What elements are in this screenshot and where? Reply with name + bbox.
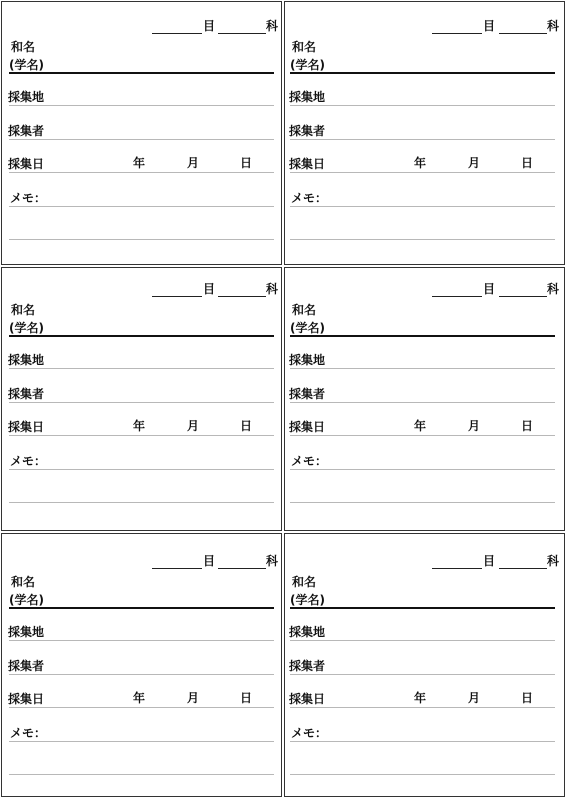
month-label: 月: [468, 156, 481, 170]
month-label: 月: [187, 156, 200, 170]
memo-field-line: [290, 502, 555, 503]
location-field-line: [290, 368, 555, 369]
location-field-line: [290, 640, 555, 641]
month-label: 月: [468, 691, 481, 705]
memo-field-line: [9, 239, 274, 240]
date-field-line: [290, 707, 555, 708]
order-label: 目: [483, 554, 496, 568]
month-label: 月: [468, 419, 481, 433]
order-field-line: [152, 33, 202, 34]
order-label: 目: [203, 554, 216, 568]
specimen-label-card-1: [1, 1, 282, 265]
scientific-name-label: (学名): [290, 58, 325, 72]
year-label: 年: [133, 419, 146, 433]
family-field-line: [218, 33, 266, 34]
location-field-line: [9, 105, 274, 106]
year-label: 年: [133, 156, 146, 170]
date-label: 採集日: [8, 157, 45, 171]
specimen-label-card-3: [1, 267, 282, 531]
collector-label: 採集者: [8, 659, 45, 673]
name-field-line: [290, 335, 555, 337]
day-label: 日: [240, 419, 253, 433]
japanese-name-label: 和名: [292, 303, 317, 317]
japanese-name-label: 和名: [11, 303, 36, 317]
family-label: 科: [547, 19, 560, 33]
location-label: 採集地: [289, 625, 326, 639]
collector-field-line: [290, 139, 555, 140]
family-label: 科: [266, 282, 279, 296]
date-label: 採集日: [8, 692, 45, 706]
name-field-line: [290, 607, 555, 609]
collector-field-line: [9, 139, 274, 140]
day-label: 日: [521, 691, 534, 705]
location-field-line: [9, 640, 274, 641]
day-label: 日: [521, 419, 534, 433]
family-field-line: [499, 568, 547, 569]
collector-field-line: [290, 674, 555, 675]
scientific-name-label: (学名): [290, 321, 325, 335]
location-field-line: [290, 105, 555, 106]
family-field-line: [499, 33, 547, 34]
day-label: 日: [521, 156, 534, 170]
family-field-line: [499, 296, 547, 297]
order-label: 目: [483, 282, 496, 296]
memo-label: メモ：: [291, 454, 328, 468]
memo-label: メモ：: [291, 191, 328, 205]
collector-field-line: [290, 402, 555, 403]
date-label: 採集日: [289, 420, 326, 434]
location-label: 採集地: [8, 625, 45, 639]
family-label: 科: [266, 554, 279, 568]
collector-label: 採集者: [289, 387, 326, 401]
memo-field-line: [9, 206, 274, 207]
year-label: 年: [133, 691, 146, 705]
family-field-line: [218, 296, 266, 297]
collector-label: 採集者: [289, 124, 326, 138]
scientific-name-label: (学名): [290, 593, 325, 607]
collector-field-line: [9, 674, 274, 675]
family-label: 科: [547, 554, 560, 568]
specimen-label-card-5: [1, 533, 282, 797]
family-label: 科: [547, 282, 560, 296]
order-label: 目: [483, 19, 496, 33]
date-label: 採集日: [8, 420, 45, 434]
order-field-line: [432, 33, 482, 34]
name-field-line: [290, 72, 555, 74]
memo-field-line: [290, 774, 555, 775]
japanese-name-label: 和名: [292, 40, 317, 54]
memo-field-line: [290, 206, 555, 207]
location-label: 採集地: [289, 353, 326, 367]
date-label: 採集日: [289, 692, 326, 706]
memo-field-line: [9, 774, 274, 775]
date-field-line: [9, 707, 274, 708]
specimen-label-card-2: [284, 1, 565, 265]
order-field-line: [432, 296, 482, 297]
memo-field-line: [290, 469, 555, 470]
month-label: 月: [187, 419, 200, 433]
collector-label: 採集者: [8, 124, 45, 138]
date-label: 採集日: [289, 157, 326, 171]
order-field-line: [152, 296, 202, 297]
specimen-label-card-4: [284, 267, 565, 531]
date-field-line: [290, 435, 555, 436]
memo-field-line: [9, 502, 274, 503]
year-label: 年: [414, 691, 427, 705]
collector-field-line: [9, 402, 274, 403]
year-label: 年: [414, 419, 427, 433]
day-label: 日: [240, 691, 253, 705]
memo-label: メモ：: [10, 726, 47, 740]
scientific-name-label: (学名): [9, 58, 44, 72]
scientific-name-label: (学名): [9, 593, 44, 607]
location-label: 採集地: [8, 353, 45, 367]
specimen-label-card-6: [284, 533, 565, 797]
location-field-line: [9, 368, 274, 369]
scientific-name-label: (学名): [9, 321, 44, 335]
memo-label: メモ：: [10, 454, 47, 468]
location-label: 採集地: [289, 90, 326, 104]
name-field-line: [9, 72, 274, 74]
date-field-line: [9, 172, 274, 173]
japanese-name-label: 和名: [292, 575, 317, 589]
location-label: 採集地: [8, 90, 45, 104]
memo-field-line: [9, 469, 274, 470]
memo-field-line: [290, 239, 555, 240]
year-label: 年: [414, 156, 427, 170]
day-label: 日: [240, 156, 253, 170]
memo-field-line: [290, 741, 555, 742]
memo-label: メモ：: [10, 191, 47, 205]
memo-label: メモ：: [291, 726, 328, 740]
order-field-line: [152, 568, 202, 569]
collector-label: 採集者: [289, 659, 326, 673]
order-label: 目: [203, 282, 216, 296]
family-field-line: [218, 568, 266, 569]
japanese-name-label: 和名: [11, 575, 36, 589]
month-label: 月: [187, 691, 200, 705]
japanese-name-label: 和名: [11, 40, 36, 54]
date-field-line: [9, 435, 274, 436]
memo-field-line: [9, 741, 274, 742]
family-label: 科: [266, 19, 279, 33]
name-field-line: [9, 335, 274, 337]
date-field-line: [290, 172, 555, 173]
name-field-line: [9, 607, 274, 609]
order-label: 目: [203, 19, 216, 33]
order-field-line: [432, 568, 482, 569]
collector-label: 採集者: [8, 387, 45, 401]
